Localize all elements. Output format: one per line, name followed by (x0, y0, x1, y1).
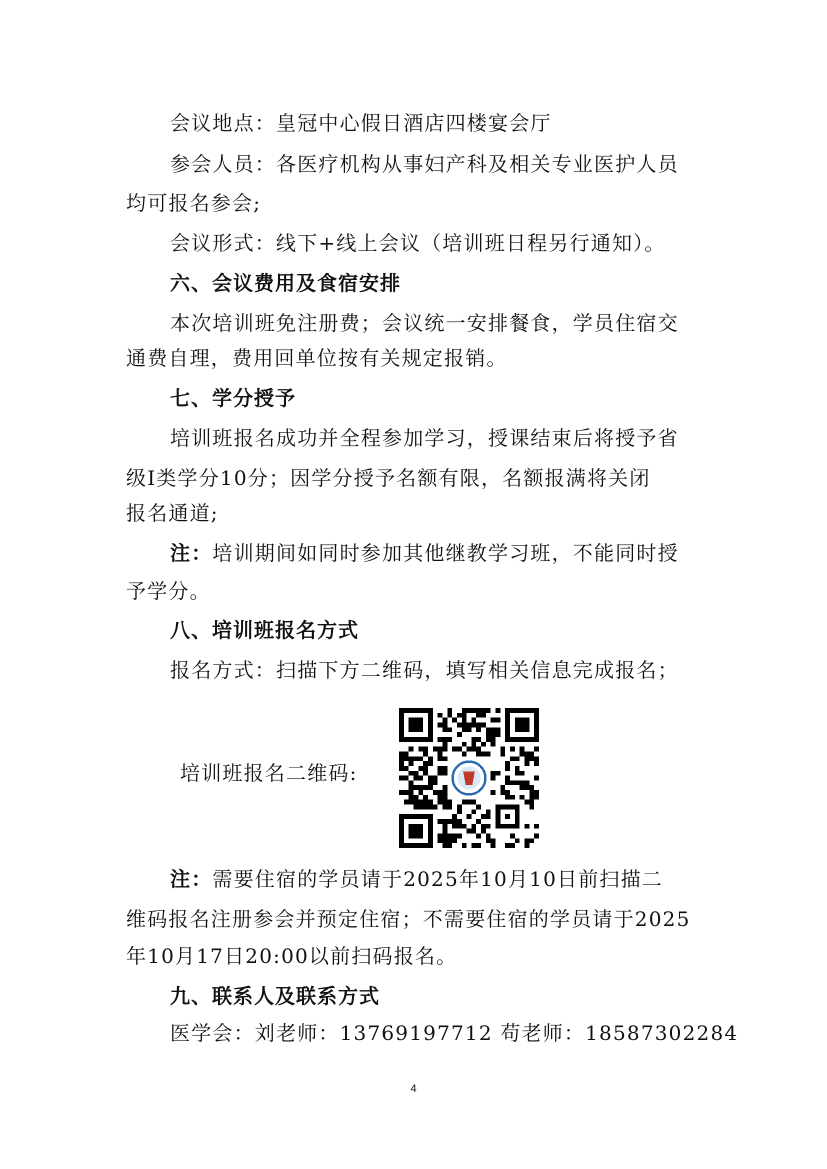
section8-paragraph: 报名方式：扫描下方二维码，填写相关信息完成报名； (170, 658, 679, 682)
attendees-line-2: 均可报名参会; (126, 191, 262, 215)
section7-heading: 七、学分授予 (170, 386, 296, 410)
section6-paragraph-line-1: 本次培训班免注册费；会议统一安排餐食，学员住宿交 (170, 311, 679, 335)
page-number: 4 (410, 1083, 417, 1095)
note1-line-2: 予学分。 (126, 579, 211, 603)
note2-line-1 (170, 866, 750, 892)
meeting-format: 会议形式：线下+线上会议（培训班日程另行通知）。 (170, 231, 666, 255)
note2-text: 需要住宿的学员请于2025年10月10日前扫描二 (212, 867, 664, 891)
note-label: 注： (170, 867, 213, 891)
note1-line-1 (170, 540, 750, 566)
section7-paragraph-line-1: 培训班报名成功并全程参加学习，授课结束后将授予省 (170, 426, 679, 450)
attendees-line-1: 参会人员：各医疗机构从事妇产科及相关专业医护人员 (170, 152, 679, 176)
meeting-venue: 会议地点：皇冠中心假日酒店四楼宴会厅 (170, 111, 552, 135)
note2-line-3: 年10月17日20:00以前扫码报名。 (126, 944, 458, 968)
contacts: 医学会：刘老师：13769197712 苟老师：18587302284 (170, 1021, 739, 1045)
section7-paragraph-line-2: 级Ⅰ类学分10分；因学分授予名额有限，名额报满将关闭 (126, 466, 651, 490)
section6-paragraph-line-2: 通费自理，费用回单位按有关规定报销。 (126, 346, 508, 370)
section7-paragraph-line-3: 报名通道; (126, 501, 219, 525)
section8-heading: 八、培训班报名方式 (170, 618, 359, 642)
registration-qr-code[interactable] (399, 708, 539, 848)
note1-text: 培训期间如同时参加其他继教学习班，不能同时授 (212, 541, 679, 565)
note2-line-2: 维码报名注册参会并预定住宿；不需要住宿的学员请于2025 (126, 907, 691, 931)
qr-label: 培训班报名二维码: (180, 761, 358, 785)
section6-heading: 六、会议费用及食宿安排 (170, 271, 401, 295)
section9-heading: 九、联系人及联系方式 (170, 984, 380, 1008)
note-label: 注： (170, 541, 213, 565)
